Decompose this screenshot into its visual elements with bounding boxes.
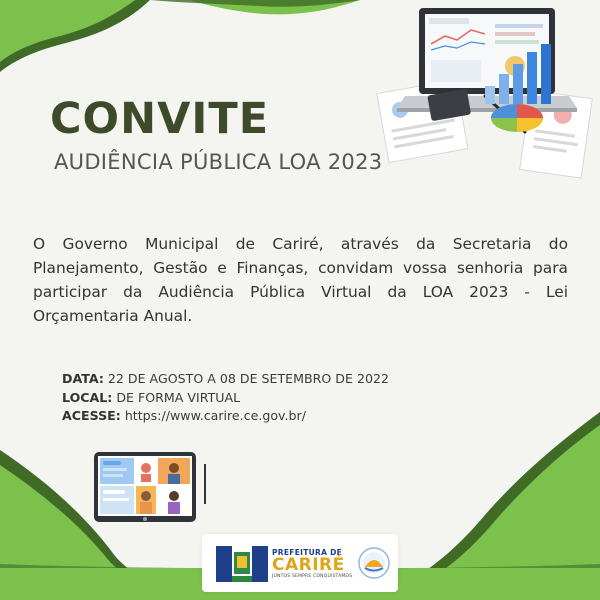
municipal-flag-icon — [212, 542, 272, 588]
date-value: 22 DE AGOSTO A 08 DE SETEMBRO DE 2022 — [107, 371, 390, 386]
access-link[interactable]: https://www.carire.ce.gov.br/ — [124, 408, 306, 423]
date-label: DATA: — [62, 371, 104, 386]
access-label: ACESSE: — [62, 408, 121, 423]
local-row — [62, 389, 389, 408]
laptop-dashboard-icon — [375, 4, 595, 184]
local-value: DE FORMA VIRTUAL — [116, 389, 241, 405]
brand-top-text: PREFEITURA DE — [272, 548, 343, 557]
footer-logo-card — [202, 534, 398, 592]
local-label: LOCAL: — [62, 389, 113, 405]
video-conference-icon — [92, 450, 212, 526]
brand-main-text: CARIRÉ — [272, 555, 345, 575]
invite-title: CONVITE — [50, 94, 270, 144]
invite-subtitle: AUDIÊNCIA PÚBLICA LOA 2023 — [54, 150, 383, 174]
brand-sub-text: JUNTOS SEMPRE CONQUISTAMOS — [272, 574, 353, 579]
date-row — [62, 370, 389, 389]
invite-body: O Governo Municipal de Cariré, através da Secretaria do Planejamento, Gestão e Finanças, convidam vossa senhoria para participar da Audiência Pública Virtual da LOA 2023 - Lei Orçamentaria Anual. — [33, 235, 568, 325]
city-seal-icon — [358, 547, 390, 579]
event-details — [62, 370, 389, 426]
access-row — [62, 407, 389, 426]
